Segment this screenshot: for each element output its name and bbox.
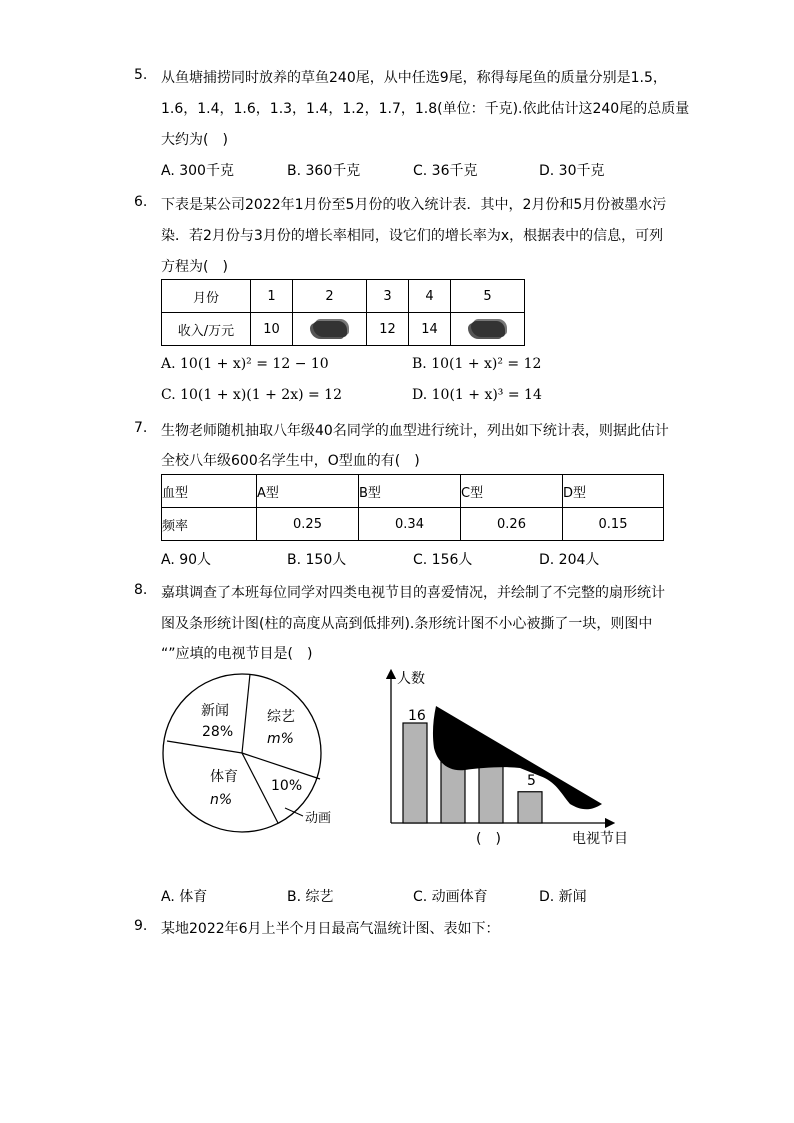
table-cell: 0.15 [563,508,664,541]
bar-value-label: 16 [408,708,426,724]
y-axis-label: 人数 [397,671,425,687]
pie-label-anime-pct: 10% [271,778,303,794]
table-cell: 频率 [162,508,257,541]
pie-chart [155,668,360,838]
table-cell: B型 [359,475,461,508]
q8-line-1: 嘉琪调查了本班每位同学对四类电视节目的喜爱情况，并绘制了不完整的扇形统计 [161,585,665,601]
table-cell: 0.26 [461,508,563,541]
q8-number: 8. [134,582,148,598]
q7-number: 7. [134,420,148,436]
bar [403,723,427,823]
q7-option-d[interactable]: D. 204人 [539,552,600,568]
table-cell: 收入/万元 [162,313,251,346]
q5-option-b[interactable]: B. 360千克 [287,163,361,179]
table-cell: 0.34 [359,508,461,541]
q5-option-c[interactable]: C. 36千克 [413,163,478,179]
blood-type-table [161,474,664,541]
table-cell: 0.25 [257,508,359,541]
table-cell: 2 [293,280,367,313]
q7-line-2: 全校八年级600名学生中，O型血的有( ) [161,453,420,469]
table-cell: A型 [257,475,359,508]
q7-option-c[interactable]: C. 156人 [413,552,473,568]
q5-line-2: 1.6，1.4，1.6，1.3，1.4，1.2，1.7，1.8(单位：千克).依此估计这240尾的总质量 [161,101,690,117]
pie-divider [242,674,250,753]
table-cell: 12 [367,313,409,346]
bar [518,792,542,823]
pie-label-variety: 综艺 [267,709,295,725]
table-cell: 月份 [162,280,251,313]
pie-label-anime: 动画 [305,811,332,826]
q5-line-1: 从鱼塘捕捞同时放养的草鱼240尾，从中任选9尾，称得每尾鱼的质量分别是1.5， [161,70,667,86]
table-cell-ink-stain [293,313,367,346]
q9-number: 9. [134,918,148,934]
pie-divider [167,741,242,753]
income-table [161,279,525,346]
table-row [162,475,664,508]
table-cell: 3 [367,280,409,313]
q7-option-b[interactable]: B. 150人 [287,552,347,568]
q7-option-a[interactable]: A. 90人 [161,552,212,568]
q5-option-a[interactable]: A. 300千克 [161,163,234,179]
q8-option-c[interactable]: C. 动画体育 [413,889,488,905]
bar-value-label: 5 [527,773,536,789]
table-row [162,508,664,541]
q8-option-a[interactable]: A. 体育 [161,889,208,905]
table-row [162,280,525,313]
q5-number: 5. [134,67,148,83]
q5-line-3: 大约为( ) [161,132,228,148]
table-cell: 血型 [162,475,257,508]
q8-option-d[interactable]: D. 新闻 [539,889,587,905]
bar-chart [370,664,640,854]
table-cell: 1 [251,280,293,313]
q6-option-b[interactable]: B. 10(1 + x)² = 12 [412,356,542,372]
pie-label-news-pct: 28% [202,724,234,740]
q6-line-3: 方程为( ) [161,259,228,275]
q6-option-a[interactable]: A. 10(1 + x)² = 12 − 10 [161,356,329,372]
table-cell: 10 [251,313,293,346]
table-cell: 5 [451,280,525,313]
ink-stain-icon [471,321,505,337]
q5-option-d[interactable]: D. 30千克 [539,163,605,179]
table-row [162,313,525,346]
pie-label-sports: 体育 [210,769,238,785]
ink-stain-icon [313,321,347,337]
table-cell-ink-stain [451,313,525,346]
table-cell: 4 [409,280,451,313]
q8-option-b[interactable]: B. 综艺 [287,889,334,905]
x-axis-label: 电视节目 [572,831,628,847]
table-cell: 14 [409,313,451,346]
table-cell: D型 [563,475,664,508]
blank-category-label: ( ) [476,831,501,847]
table-cell: C型 [461,475,563,508]
q6-line-2: 染．若2月份与3月份的增长率相同，设它们的增长率为x，根据表中的信息，可列 [161,228,664,244]
q7-line-1: 生物老师随机抽取八年级40名同学的血型进行统计，列出如下统计表，则据此估计 [161,423,669,439]
pie-label-news: 新闻 [201,703,229,719]
pie-label-variety-pct: m% [267,731,294,747]
q6-option-d[interactable]: D. 10(1 + x)³ = 14 [412,387,542,403]
q8-line-3: “”应填的电视节目是( ) [161,646,313,662]
q8-line-2: 图及条形统计图(柱的高度从高到低排列).条形统计图不小心被撕了一块，则图中 [161,616,653,632]
q6-line-1: 下表是某公司2022年1月份至5月份的收入统计表．其中，2月份和5月份被墨水污 [161,197,667,213]
q9-line-1: 某地2022年6月上半个月日最高气温统计图、表如下： [161,921,500,937]
q6-option-c[interactable]: C. 10(1 + x)(1 + 2x) = 12 [161,387,342,403]
pie-leader-line [285,808,303,816]
q6-number: 6. [134,194,148,210]
pie-label-sports-pct: n% [210,792,233,808]
